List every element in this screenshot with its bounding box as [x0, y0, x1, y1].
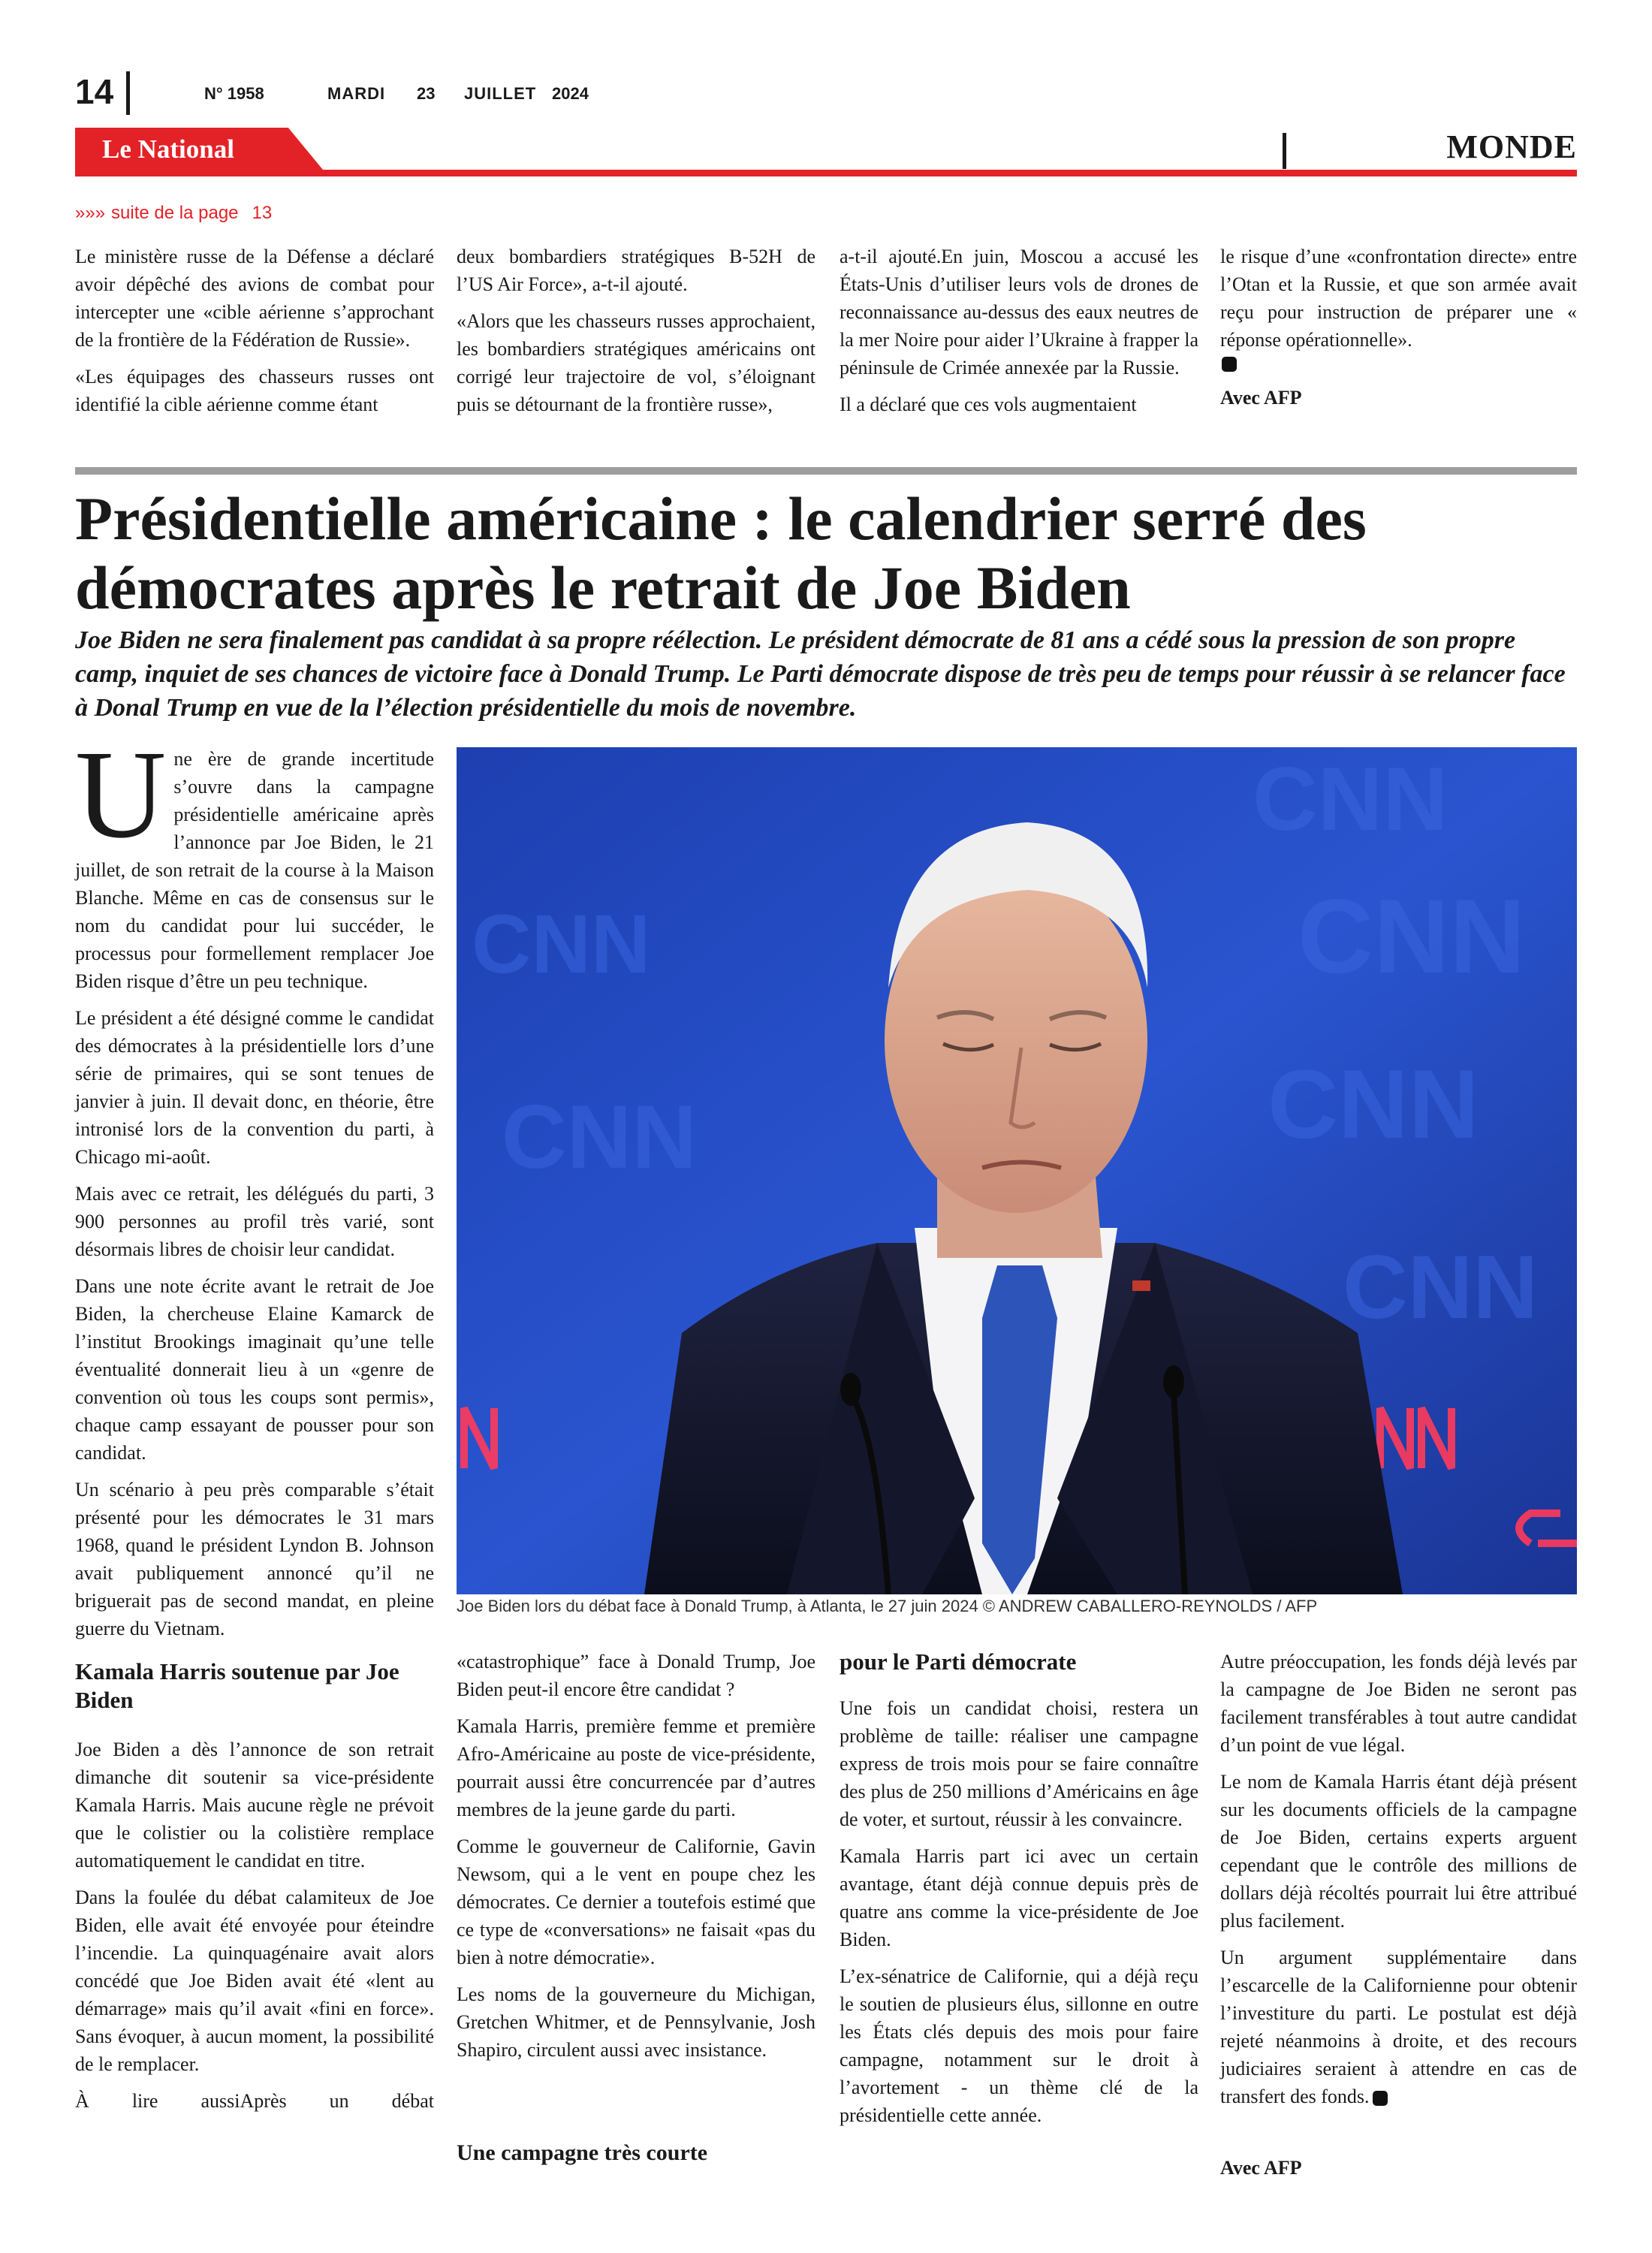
issue-day: MARDI: [327, 84, 386, 103]
paragraph: a-t-il ajouté.En juin, Moscou a accusé les États-Unis d’utiliser leurs vols de drones de reconnaissance au-dessus des eaux neutres de la mer Noire pour aider l’Ukraine à frapper la péninsule de Crimée annexée par la Russie.: [840, 246, 1198, 379]
paragraph: Kamala Harris, première femme et première Afro-Américaine au poste de vice-présidente, pourrait aussi être concurrencée par d’autres membres de la jeune garde du parti.: [457, 1715, 815, 1820]
svg-text:CNN: CNN: [1298, 877, 1526, 995]
top-article-col3: [840, 243, 1198, 427]
paragraph: «Alors que les chasseurs russes approchaient, les bombardiers stratégiques américains ont corrigé leur trajectoire de vol, s’éloignant puis se détournant de la frontière russe»,: [457, 310, 815, 415]
paragraph: Les noms de la gouverneure du Michigan, Gretchen Whitmer, et de Pennsylvanie, Josh Shapiro, circulent aussi avec insistance.: [457, 1983, 815, 2061]
subheading: Kamala Harris soutenue par Joe Biden: [75, 1658, 399, 1713]
article-photo: [457, 747, 1577, 1594]
svg-text:CNN: CNN: [502, 1087, 697, 1187]
top-article-col4: [1220, 243, 1577, 412]
section-title: MONDE: [1446, 128, 1577, 165]
paragraph: Joe Biden a dès l’annonce de son retrait dimanche dit soutenir sa vice-présidente Kamala Harris. Mais aucune règle ne prévoit que le colistier ou la colistière remplace automatiquement le candidat en titre.: [75, 1739, 434, 1871]
paragraph: «Les équipages des chasseurs russes ont identifié la cible aérienne comme étant: [75, 366, 434, 415]
drop-cap: U: [75, 725, 167, 864]
article-col2: [457, 1648, 815, 2073]
paragraph: Mais avec ce retrait, les délégués du parti, 3 900 personnes au profil très varié, sont désormais libres de choisir leur candidat.: [75, 1183, 434, 1260]
paragraph: À lire aussiAprès un débat: [75, 2090, 434, 2112]
byline: Avec AFP: [1220, 387, 1302, 409]
paragraph: Le nom de Kamala Harris étant déjà présent sur les documents officiels de la campagne de Joe Biden, certains experts arguent cependant que le contrôle des millions de dollars déjà récoltés pourrait lui être attribué plus facilement.: [1220, 1771, 1577, 1932]
svg-text:CNN: CNN: [1253, 749, 1448, 849]
subheading: pour le Parti démocrate: [840, 1648, 1077, 1675]
paragraph: ne ère de grande incertitude s’ouvre dans la campagne présidentielle américaine après l’annonce par Joe Biden, le 21 juillet, de son retrait de la course à la Maison Blanche. Même en cas de consensus sur le nom du candidat pour lui succéder, le processus pour formellement remplacer Joe Biden risque d’être un peu technique.: [75, 748, 434, 992]
photo-caption: Joe Biden lors du débat face à Donald Trump, à Atlanta, le 27 juin 2024 © ANDREW CABALLERO-REYNOLDS / AFP: [457, 1597, 1318, 1615]
lede: Joe Biden ne sera finalement pas candidat à sa propre réélection. Le président démocrate de 81 ans a cédé sous la pression de son propre camp, inquiet de ses chances de victoire face à Donald Trump. Le Parti démocrate dispose de très peu de temps pour réussir à se relancer face à Donal Trump en vue de la l’élection présidentielle du mois de novembre.: [75, 626, 1566, 722]
paragraph: Une fois un candidat choisi, restera un problème de taille: réaliser une campagne express de trois mois pour se faire connaître des plus de 250 millions d’Américains en âge de voter, et surtout, réussir à les convaincre.: [840, 1697, 1198, 1830]
subheading: Une campagne très courte: [457, 2140, 708, 2165]
paragraph: L’ex-sénatrice de Californie, qui a déjà reçu le soutien de plusieurs élus, sillonne en outre les États clés depuis des mois pour faire campagne, notamment sur le droit à l’avortement - un thème clé de la présidentielle cette année.: [840, 1965, 1198, 2126]
article-col1: [75, 725, 434, 2124]
continued-page: 13: [252, 203, 273, 223]
continued-text: suite de la page: [111, 203, 239, 223]
issue-number: N° 1958: [204, 84, 264, 103]
article-col4: [1220, 1648, 1577, 2119]
article-col3: [840, 1648, 1198, 2138]
end-mark-icon: [1373, 2091, 1388, 2106]
paragraph: Comme le gouverneur de Californie, Gavin Newsom, qui a le vent en poupe chez les démocrates. Ce dernier a toutefois estimé que ce type de «conversations» ne faisait «pas du bien à notre démocratie».: [457, 1835, 815, 1968]
paragraph: «catastrophique” face à Donald Trump, Joe Biden peut-il encore être candidat ?: [457, 1651, 815, 1700]
page-number: 14: [75, 72, 114, 111]
paragraph: Autre préoccupation, les fonds déjà levés par la campagne de Joe Biden ne seront pas facilement transférables à tout autre candidat d’un point de vue légal.: [1220, 1651, 1577, 1756]
paragraph: Dans la foulée du débat calamiteux de Joe Biden, elle avait été envoyée pour éteindre l’incendie. La quinquagénaire avait alors concédé que Joe Biden avait été «lent au démarrage» mais qu’il avait «fini en force». Sans évoquer, à aucun moment, la possibilité de le remplacer.: [75, 1887, 434, 2075]
paragraph: Un scénario à peu près comparable s’était présenté pour les démocrates le 31 mars 1968, quand le président Lyndon B. Johnson avait publiquement annoncé qu’il ne briguerait pas de second mandat, en pleine guerre du Vietnam.: [75, 1479, 434, 1639]
svg-text:CNN: CNN: [472, 898, 651, 991]
brand-logo: Le National: [102, 134, 234, 164]
paragraph: Kamala Harris part ici avec un certain avantage, étant déjà connue depuis près de quatre ans comme la vice-présidente de Joe Biden.: [840, 1845, 1198, 1950]
headline: Présidentielle américaine : le calendrier serré des démocrates après le retrait de Joe Biden: [75, 484, 1367, 622]
svg-text:CNN: CNN: [1343, 1237, 1538, 1338]
svg-text:CNN: CNN: [1268, 1049, 1479, 1159]
header-rule: [75, 170, 1577, 176]
paragraph: Le ministère russe de la Défense a déclaré avoir dépêché des avions de combat pour intercepter une «cible aérienne s’approchant de la frontière de la Fédération de Russie».: [75, 246, 434, 351]
paragraph: Le président a été désigné comme le candidat des démocrates à la présidentielle lors d’une série de primaires, qui se sont tenues de janvier à juin. Il devait donc, en théorie, être intronisé lors de la convention du parti, à Chicago mi-août.: [75, 1007, 434, 1168]
issue-month: JUILLET: [464, 84, 537, 103]
section-divider: [1283, 133, 1286, 169]
paragraph: Il a déclaré que ces vols augmentaient: [840, 394, 1137, 415]
continued-arrows: »»»: [75, 203, 106, 223]
paragraph: deux bombardiers stratégiques B-52H de l’US Air Force», a-t-il ajouté.: [457, 246, 815, 295]
paragraph: le risque d’une «confrontation directe» entre l’Otan et la Russie, et que son armée avait reçu pour instruction de préparer une « réponse opérationnelle».: [1220, 246, 1577, 351]
page-number-divider: [126, 71, 130, 115]
article-divider: [75, 467, 1577, 475]
issue-year: 2024: [552, 84, 589, 103]
issue-date: 23: [417, 84, 436, 103]
paragraph: Dans une note écrite avant le retrait de Joe Biden, la chercheuse Elaine Kamarck de l’institut Brookings imaginait qu’une telle éventualité donnerait lieu à un «genre de convention où tous les coups sont permis», chaque camp essayant de pousser pour son candidat.: [75, 1275, 434, 1464]
continued-from: [75, 203, 272, 224]
top-article-col1: [75, 243, 434, 427]
end-mark-icon: [1222, 357, 1237, 372]
top-article-col2: [457, 243, 815, 427]
byline: Avec AFP: [1220, 2157, 1302, 2179]
paragraph: Un argument supplémentaire dans l’escarcelle de la Californienne pour obtenir l’investiture du parti. Le postulat est déjà rejeté néanmoins à droite, et des recours judiciaires seraient à attendre en cas de transfert des fonds.: [1220, 1947, 1577, 2107]
